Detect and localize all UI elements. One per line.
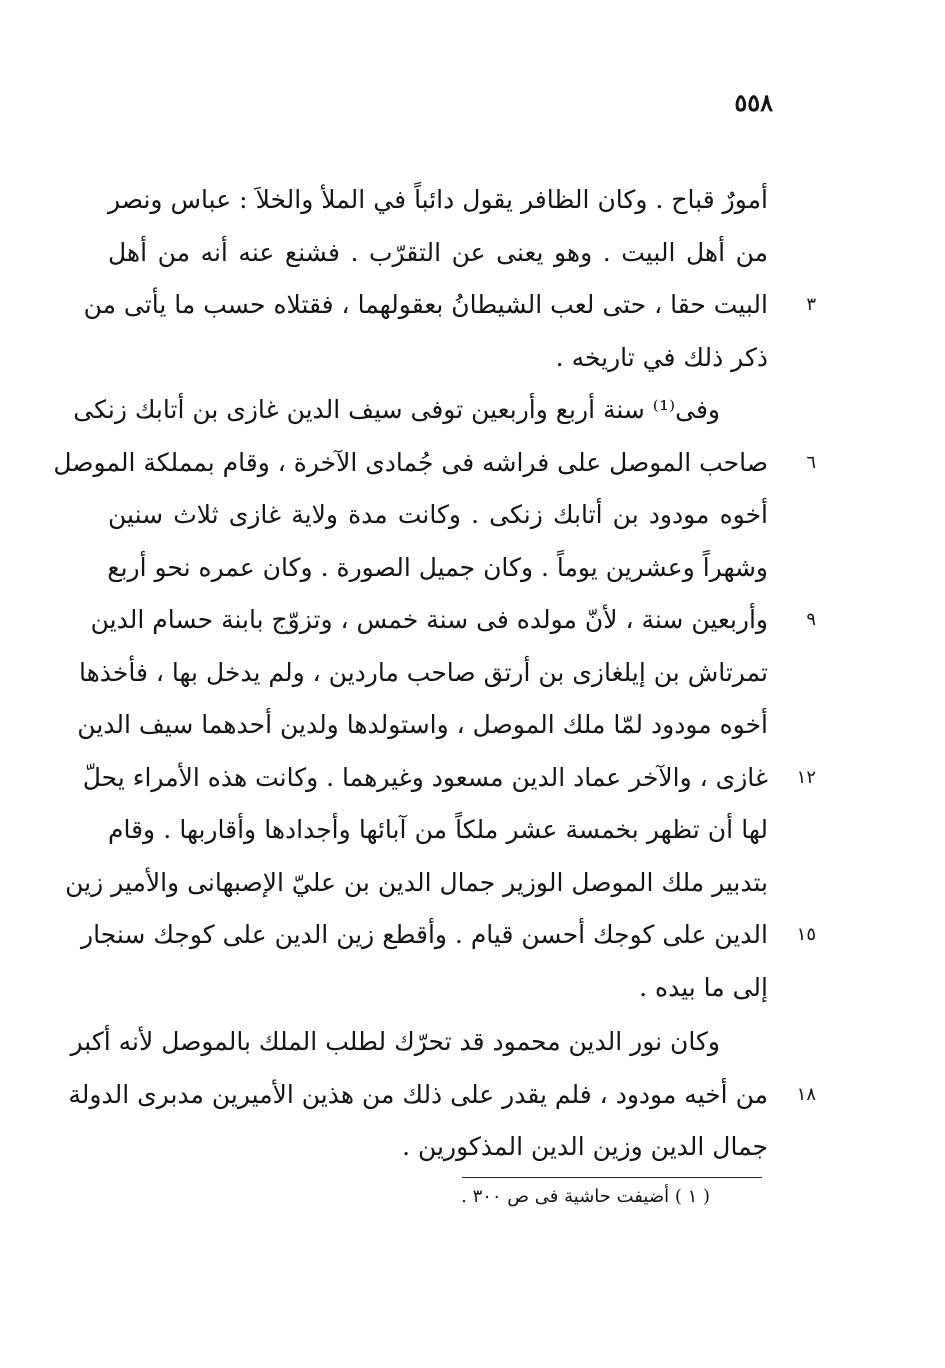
footnote-divider <box>462 1177 762 1178</box>
line-text: لها أن تظهر بخمسة عشر ملكاً من آبائها وأجدادها وأقاربها . وقام <box>108 815 768 844</box>
line-number: ١٨ <box>796 1083 816 1105</box>
text-line <box>108 542 768 595</box>
line-text: أمورٌ قباح . وكان الظافر يقول دائباً في الملأ والخلاَ : عباس ونصر <box>108 185 768 214</box>
line-text: إلى ما بيده . <box>639 972 768 1002</box>
line-text: وشهراً وعشرين يوماً . وكان جميل الصورة . وكان عمره نحو أربع <box>107 552 768 582</box>
text-line <box>65 857 768 910</box>
text-line <box>81 909 816 962</box>
line-text: أخوه مودود لمّا ملك الموصل ، واستولدها ولدين أحدهما سيف الدين <box>77 710 768 739</box>
line-text: الدين على كوجك أحسن قيام . وأقطع زين الدين على كوجك سنجار <box>81 920 768 949</box>
line-text: بتدبير ملك الموصل الوزير جمال الدين بن عليّ الإصبهانى والأمير زين <box>65 867 768 897</box>
line-text: أخوه مودود بن أتابك زنكى . وكانت مدة ولاية غازى ثلاث سنين <box>108 500 768 529</box>
text-line <box>90 594 816 647</box>
line-text: وأربعين سنة ، لأنّ مولده فى سنة خمس ، وتزوّج بابنة حسام الدين <box>90 605 768 634</box>
text-line <box>108 489 768 542</box>
line-number: ٦ <box>806 451 816 473</box>
line-number: ١٥ <box>796 924 816 945</box>
line-text: من أهل البيت . وهو يعنى عن التقرّب . فشنع عنه أنه من أهل <box>108 237 768 267</box>
text-line <box>70 1016 768 1069</box>
line-text: وفى⁽¹⁾ سنة أربع وأربعين توفى سيف الدين غازى بن أتابك زنكى <box>73 395 720 424</box>
text-line <box>108 962 768 1015</box>
text-line <box>79 647 768 700</box>
line-text: صاحب الموصل على فراشه فى جُمادى الآخرة ، وقام بمملكة الموصل <box>53 447 768 477</box>
line-number: ٩ <box>806 609 816 630</box>
text-line <box>53 437 816 490</box>
paragraph-2 <box>53 384 816 1014</box>
line-text: جمال الدين وزين الدين المذكورين . <box>402 1132 768 1161</box>
text-line <box>108 174 768 227</box>
text-line <box>73 384 768 437</box>
page-number: ٥٥٨ <box>734 88 773 117</box>
line-number: ٣ <box>806 294 816 315</box>
line-number: ١٢ <box>796 766 816 788</box>
line-text: من أخيه مودود ، فلم يقدر على ذلك من هذين الأميرين مدبرى الدولة <box>68 1079 768 1109</box>
line-text: وكان نور الدين محمود قد تحرّك لطلب الملك بالموصل لأنه أكبر <box>70 1027 720 1056</box>
text-line <box>83 279 816 332</box>
text-line <box>108 227 768 280</box>
text-line <box>77 699 768 752</box>
text-line <box>108 332 768 385</box>
line-text: غازى ، والآخر عماد الدين مسعود وغيرهما . وكانت هذه الأمراء يحلّ <box>82 762 768 792</box>
line-text: ذكر ذلك في تاريخه . <box>555 342 768 372</box>
text-line <box>68 1069 816 1122</box>
line-text: تمرتاش بن إيلغازى بن أرتق صاحب ماردين ، ولم يدخل بها ، فأخذها <box>79 657 768 687</box>
text-line <box>108 1121 768 1174</box>
line-text: البيت حقا ، حتى لعب الشيطانُ بعقولهما ، فقتلاه حسب ما يأتى من <box>83 290 768 319</box>
paragraph-1 <box>83 174 816 384</box>
text-line <box>108 804 768 857</box>
text-line <box>82 752 816 805</box>
paragraph-3 <box>68 1016 816 1174</box>
footnote: ( ١ ) أضيفت حاشية فى ص ٣٠٠ . <box>461 1186 710 1207</box>
